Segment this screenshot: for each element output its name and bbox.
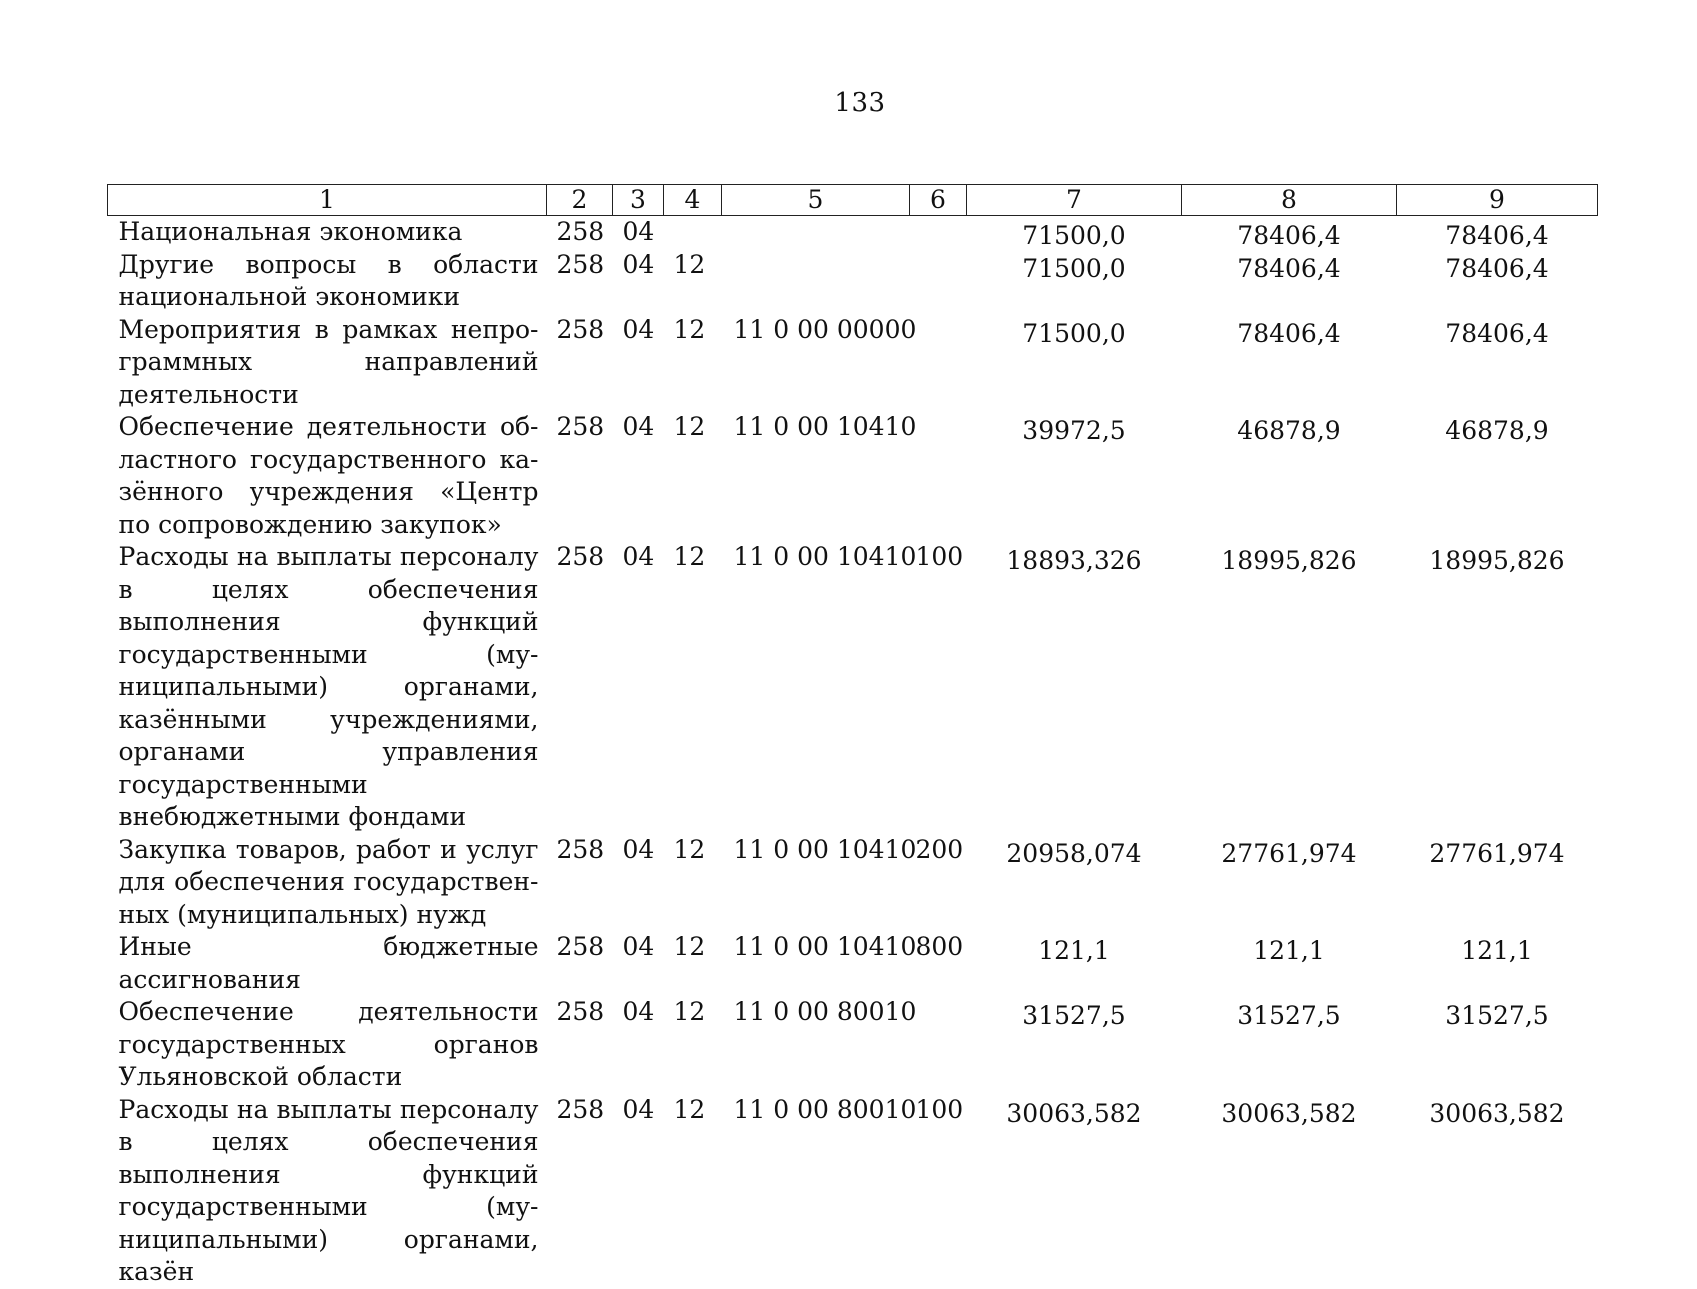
cell-admin-code: 258 bbox=[556, 314, 605, 344]
cell-amount-col7-value: 30063,582 bbox=[1006, 1098, 1142, 1128]
cell-target-article bbox=[722, 249, 910, 314]
cell-amount-col9-value: 46878,9 bbox=[1445, 416, 1549, 445]
cell-subsection: 12 bbox=[673, 932, 706, 961]
column-header-2: 2 bbox=[547, 185, 613, 216]
cell-section: 04 bbox=[622, 314, 655, 344]
table-row bbox=[108, 411, 1598, 541]
cell-expense-type bbox=[910, 249, 967, 314]
cell-amount-col8-value: 30063,582 bbox=[1221, 1098, 1357, 1128]
cell-admin-code: 258 bbox=[556, 217, 605, 246]
cell-amount-col9-value: 78406,4 bbox=[1445, 221, 1549, 250]
cell-name: Другие вопросы в области национальной экономики bbox=[118, 249, 539, 311]
cell-subsection: 12 bbox=[673, 1094, 706, 1124]
cell-section: 04 bbox=[622, 249, 655, 279]
cell-subsection bbox=[664, 216, 722, 249]
cell-amount-col9 bbox=[1397, 411, 1598, 541]
cell-section: 04 bbox=[622, 412, 655, 441]
cell-section: 04 bbox=[622, 542, 655, 571]
cell-name: Иные бюджетные ассигнования bbox=[118, 932, 539, 994]
cell-amount-col7-value: 18893,326 bbox=[1006, 546, 1142, 575]
table-row bbox=[108, 834, 1598, 932]
cell-amount-col8 bbox=[1182, 249, 1397, 314]
table-body bbox=[108, 216, 1598, 1289]
cell-section: 04 bbox=[622, 834, 655, 864]
cell-target-article: 11 0 00 10410 bbox=[733, 542, 917, 571]
cell-amount-col8-value: 78406,4 bbox=[1237, 253, 1341, 283]
cell-expense-type bbox=[910, 314, 967, 412]
table-header-row bbox=[108, 185, 1598, 216]
cell-amount-col7-value: 31527,5 bbox=[1022, 1001, 1126, 1030]
column-header-8: 8 bbox=[1182, 185, 1397, 216]
cell-amount-col7-value: 71500,0 bbox=[1022, 318, 1126, 348]
column-header-3: 3 bbox=[613, 185, 664, 216]
cell-amount-col8-value: 18995,826 bbox=[1221, 546, 1357, 575]
cell-admin-code: 258 bbox=[556, 1094, 605, 1124]
cell-expense-type bbox=[910, 411, 967, 541]
cell-amount-col7 bbox=[967, 411, 1182, 541]
table-row bbox=[108, 931, 1598, 996]
cell-amount-col8-value: 78406,4 bbox=[1237, 318, 1341, 348]
budget-table bbox=[107, 184, 1598, 1289]
cell-amount-col9-value: 18995,826 bbox=[1429, 546, 1565, 575]
cell-target-article: 11 0 00 10410 bbox=[733, 834, 917, 864]
cell-amount-col7 bbox=[967, 834, 1182, 932]
cell-name: Обеспечение деятельности областного государственного казённого учреждения «Центр по сопровождению закупок» bbox=[118, 412, 539, 539]
cell-expense-type bbox=[910, 216, 967, 249]
cell-amount-col9-value: 121,1 bbox=[1461, 936, 1533, 965]
cell-amount-col7 bbox=[967, 1094, 1182, 1289]
cell-subsection: 12 bbox=[673, 412, 706, 441]
cell-amount-col7-value: 20958,074 bbox=[1006, 838, 1142, 868]
table-row bbox=[108, 216, 1598, 249]
table-row bbox=[108, 541, 1598, 834]
table-row bbox=[108, 1094, 1598, 1289]
cell-amount-col9-value: 78406,4 bbox=[1445, 318, 1549, 348]
cell-amount-col9 bbox=[1397, 541, 1598, 834]
column-header-1: 1 bbox=[108, 185, 547, 216]
cell-amount-col7 bbox=[967, 996, 1182, 1094]
cell-name: Расходы на выплаты персоналу в целях обеспечения выполнения функций государственными (муниципальными) органами, казёнными учреждениями, органами управления государственными внебюджетными фондами bbox=[118, 542, 539, 831]
table-row bbox=[108, 996, 1598, 1094]
cell-section: 04 bbox=[622, 217, 655, 246]
cell-admin-code: 258 bbox=[556, 412, 605, 441]
cell-section: 04 bbox=[622, 997, 655, 1026]
table-row bbox=[108, 314, 1598, 412]
cell-amount-col9 bbox=[1397, 996, 1598, 1094]
cell-amount-col9-value: 27761,974 bbox=[1429, 838, 1565, 868]
cell-amount-col8-value: 27761,974 bbox=[1221, 838, 1357, 868]
cell-amount-col9 bbox=[1397, 249, 1598, 314]
cell-amount-col8 bbox=[1182, 996, 1397, 1094]
cell-amount-col8 bbox=[1182, 216, 1397, 249]
column-header-7: 7 bbox=[967, 185, 1182, 216]
cell-amount-col7 bbox=[967, 541, 1182, 834]
cell-name: Закупка товаров, работ и услуг для обеспечения государственных (муниципальных) нужд bbox=[118, 834, 539, 929]
cell-amount-col9 bbox=[1397, 314, 1598, 412]
cell-amount-col8 bbox=[1182, 314, 1397, 412]
cell-amount-col8-value: 31527,5 bbox=[1237, 1001, 1341, 1030]
cell-amount-col8-value: 121,1 bbox=[1253, 936, 1325, 965]
cell-section: 04 bbox=[622, 1094, 655, 1124]
cell-target-article: 11 0 00 80010 bbox=[733, 997, 917, 1026]
cell-target-article: 11 0 00 10410 bbox=[733, 932, 917, 961]
cell-amount-col8 bbox=[1182, 541, 1397, 834]
column-header-9: 9 bbox=[1397, 185, 1598, 216]
cell-amount-col9 bbox=[1397, 931, 1598, 996]
cell-admin-code: 258 bbox=[556, 997, 605, 1026]
cell-expense-type: 100 bbox=[915, 1094, 964, 1124]
cell-amount-col8 bbox=[1182, 931, 1397, 996]
cell-name: Расходы на выплаты персоналу в целях обеспечения выполнения функций государственными (муниципальными) органами, казён bbox=[118, 1094, 539, 1286]
cell-amount-col9-value: 31527,5 bbox=[1445, 1001, 1549, 1030]
cell-name: Национальная экономика bbox=[118, 217, 463, 246]
cell-target-article: 11 0 00 10410 bbox=[733, 412, 917, 441]
cell-amount-col7 bbox=[967, 931, 1182, 996]
cell-target-article: 11 0 00 80010 bbox=[733, 1094, 917, 1124]
cell-amount-col7 bbox=[967, 216, 1182, 249]
cell-amount-col7-value: 71500,0 bbox=[1022, 221, 1126, 250]
column-header-4: 4 bbox=[664, 185, 722, 216]
cell-subsection: 12 bbox=[673, 834, 706, 864]
table-row bbox=[108, 249, 1598, 314]
column-header-5: 5 bbox=[722, 185, 910, 216]
cell-amount-col7 bbox=[967, 249, 1182, 314]
cell-amount-col8-value: 46878,9 bbox=[1237, 416, 1341, 445]
cell-expense-type: 200 bbox=[915, 834, 964, 864]
cell-expense-type bbox=[910, 996, 967, 1094]
cell-section: 04 bbox=[622, 932, 655, 961]
cell-admin-code: 258 bbox=[556, 249, 605, 279]
cell-amount-col9 bbox=[1397, 1094, 1598, 1289]
cell-amount-col8 bbox=[1182, 411, 1397, 541]
cell-subsection: 12 bbox=[673, 314, 706, 344]
cell-amount-col7-value: 39972,5 bbox=[1022, 416, 1126, 445]
cell-amount-col8-value: 78406,4 bbox=[1237, 221, 1341, 250]
cell-amount-col7 bbox=[967, 314, 1182, 412]
cell-amount-col7-value: 71500,0 bbox=[1022, 253, 1126, 283]
cell-admin-code: 258 bbox=[556, 932, 605, 961]
page-number: 133 bbox=[834, 88, 886, 118]
cell-subsection: 12 bbox=[673, 249, 706, 279]
cell-subsection: 12 bbox=[673, 997, 706, 1026]
cell-amount-col9-value: 78406,4 bbox=[1445, 253, 1549, 283]
cell-amount-col9-value: 30063,582 bbox=[1429, 1098, 1565, 1128]
cell-name: Мероприятия в рамках непрограммных направлений деятельности bbox=[118, 314, 539, 409]
cell-subsection: 12 bbox=[673, 542, 706, 571]
cell-target-article: 11 0 00 00000 bbox=[733, 314, 917, 344]
cell-amount-col8 bbox=[1182, 1094, 1397, 1289]
cell-amount-col7-value: 121,1 bbox=[1038, 936, 1110, 965]
column-header-6: 6 bbox=[910, 185, 967, 216]
cell-expense-type: 800 bbox=[915, 932, 964, 961]
cell-target-article bbox=[722, 216, 910, 249]
cell-admin-code: 258 bbox=[556, 542, 605, 571]
cell-admin-code: 258 bbox=[556, 834, 605, 864]
cell-amount-col9 bbox=[1397, 216, 1598, 249]
cell-amount-col9 bbox=[1397, 834, 1598, 932]
cell-expense-type: 100 bbox=[915, 542, 964, 571]
cell-amount-col8 bbox=[1182, 834, 1397, 932]
cell-name: Обеспечение деятельности государственных органов Ульяновской области bbox=[118, 997, 539, 1091]
